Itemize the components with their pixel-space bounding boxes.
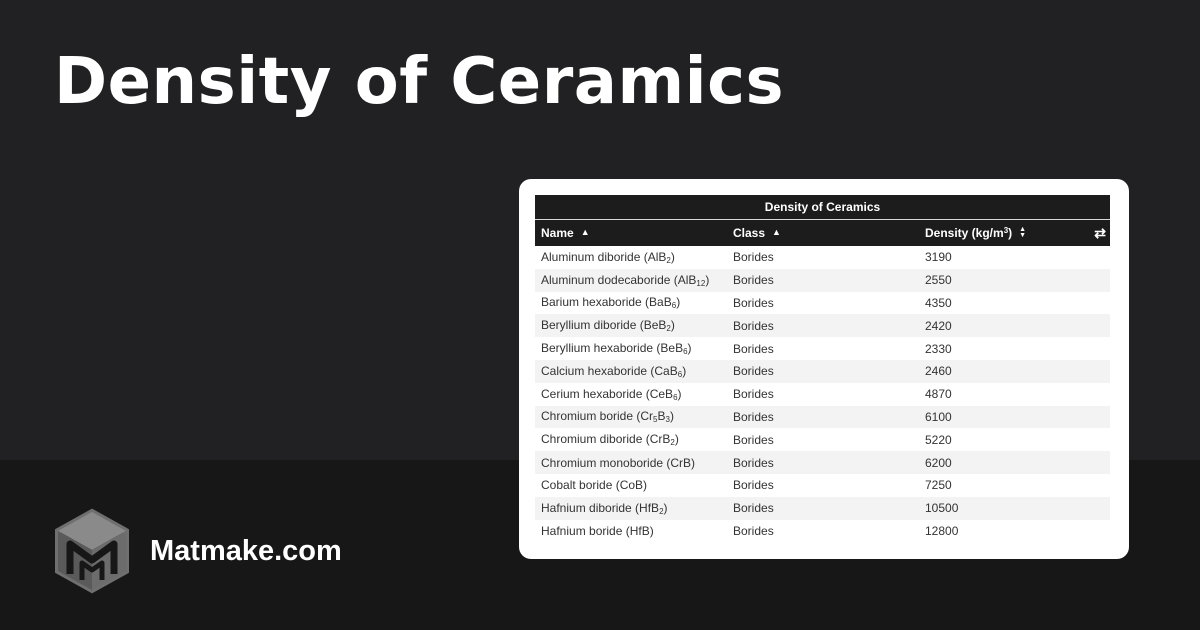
unit-superscript: 3 <box>1003 226 1009 235</box>
swap-arrows-icon[interactable]: ⇄ <box>1094 225 1106 241</box>
cell-class: Borides <box>733 478 774 493</box>
cell-name <box>535 292 727 315</box>
cell-name-text: Chromium monoboride (CrB) <box>541 455 696 470</box>
cell-name-text: ) <box>670 318 675 333</box>
cell-class: Borides <box>733 364 774 379</box>
cell-class: Borides <box>733 501 774 516</box>
formula-subscript: 6 <box>671 301 677 311</box>
formula-subscript: 2 <box>666 324 671 334</box>
cell-name-text: Aluminum dodecaboride (AlB <box>541 272 697 287</box>
column-header-label: Density (kg/m <box>925 226 1004 240</box>
cell-class: Borides <box>733 409 774 424</box>
column-header-label: Name <box>541 226 574 240</box>
cell-name <box>535 451 727 474</box>
column-header-class[interactable] <box>727 220 919 246</box>
cell-name-text: Calcium hexaboride (CaB <box>541 363 678 378</box>
cell-density: 3190 <box>925 250 952 265</box>
cell-name-text: ) <box>670 249 675 264</box>
table-row <box>535 314 1110 337</box>
table-row <box>535 360 1110 383</box>
cell-name <box>535 314 727 337</box>
cell-name-text: Chromium diboride (CrB <box>541 432 671 447</box>
cell-name <box>535 269 727 292</box>
cell-class: Borides <box>733 387 774 402</box>
table-row <box>535 269 1110 292</box>
cell-name-text: ) <box>705 272 710 287</box>
formula-subscript: 5 <box>653 415 658 425</box>
formula-subscript: 2 <box>659 506 664 516</box>
table-row <box>535 474 1110 497</box>
formula-subscript: 6 <box>683 347 688 357</box>
table-row <box>535 497 1110 520</box>
cell-name-text: Beryllium diboride (BeB <box>541 318 667 333</box>
matmake-logo-icon <box>54 508 130 594</box>
cell-name-text: Chromium boride (Cr <box>541 409 654 424</box>
cell-density: 2460 <box>925 364 952 379</box>
cell-density: 6100 <box>925 409 952 424</box>
column-header-label-close: ) <box>1008 226 1013 240</box>
cell-name <box>535 360 727 383</box>
cell-name <box>535 246 727 269</box>
cell-density: 2420 <box>925 318 952 333</box>
cell-name-text: Hafnium boride (HfB) <box>541 523 654 538</box>
formula-subscript: 3 <box>665 415 670 425</box>
cell-name-text: Aluminum diboride (AlB <box>541 249 667 264</box>
cell-class: Borides <box>733 455 774 470</box>
cell-class: Borides <box>733 341 774 356</box>
table-row <box>535 292 1110 315</box>
cell-class: Borides <box>733 295 774 310</box>
cell-density: 2550 <box>925 273 952 288</box>
table-card <box>519 179 1129 559</box>
cell-name-text: Cerium hexaboride (CeB <box>541 386 674 401</box>
cell-name-text: Cobalt boride (CoB) <box>541 478 648 493</box>
cell-name <box>535 383 727 406</box>
cell-density: 12800 <box>925 523 959 538</box>
cell-class: Borides <box>733 318 774 333</box>
cell-name-text: ) <box>674 432 679 447</box>
column-header-name[interactable] <box>535 220 727 246</box>
formula-subscript: 6 <box>677 369 683 379</box>
density-table <box>535 220 1110 542</box>
cell-name-text: B <box>657 409 666 424</box>
cell-name <box>535 337 727 360</box>
column-header-density[interactable] <box>919 220 1110 246</box>
cell-name-text: Beryllium hexaboride (BeB <box>541 341 684 356</box>
cell-name <box>535 406 727 429</box>
cell-class: Borides <box>733 250 774 265</box>
table-row <box>535 383 1110 406</box>
formula-subscript: 2 <box>666 255 671 265</box>
cell-class: Borides <box>733 432 774 447</box>
table-row <box>535 428 1110 451</box>
formula-subscript: 12 <box>696 278 706 288</box>
cell-name <box>535 497 727 520</box>
brand[interactable] <box>54 508 342 594</box>
cell-density: 7250 <box>925 478 952 493</box>
cell-density: 4350 <box>925 295 952 310</box>
cell-name-text: ) <box>663 500 668 515</box>
cell-name-text: Barium hexaboride (BaB <box>541 295 672 310</box>
formula-subscript: 2 <box>670 438 675 448</box>
sort-up-icon[interactable]: ▲ <box>772 227 781 237</box>
page-title: Density of Ceramics <box>54 45 785 119</box>
cell-name-text: ) <box>682 363 687 378</box>
cell-name-text: ) <box>669 409 674 424</box>
brand-name: Matmake.com <box>150 534 342 567</box>
cell-density: 10500 <box>925 501 959 516</box>
cell-name-text: ) <box>687 341 692 356</box>
cell-class: Borides <box>733 273 774 288</box>
cell-density: 6200 <box>925 455 952 470</box>
table-caption: Density of Ceramics <box>535 195 1110 220</box>
cell-name <box>535 474 727 497</box>
table-row <box>535 406 1110 429</box>
column-header-label: Class <box>733 226 766 240</box>
cell-density: 2330 <box>925 341 952 356</box>
cell-name-text: ) <box>677 386 682 401</box>
cell-density: 5220 <box>925 432 952 447</box>
table-row <box>535 337 1110 360</box>
cell-name-text: Hafnium diboride (HfB <box>541 500 660 515</box>
table-row <box>535 246 1110 269</box>
cell-class: Borides <box>733 523 774 538</box>
table-row <box>535 520 1110 543</box>
sort-up-icon[interactable]: ▲ <box>580 227 590 237</box>
sort-both-icon[interactable]: ▲ ▼ <box>1019 226 1027 239</box>
cell-name <box>535 428 727 451</box>
cell-name-text: ) <box>676 295 681 310</box>
cell-density: 4870 <box>925 387 952 402</box>
cell-name <box>535 520 727 543</box>
formula-subscript: 6 <box>673 392 678 402</box>
table-header-row <box>535 220 1110 246</box>
table-row <box>535 451 1110 474</box>
